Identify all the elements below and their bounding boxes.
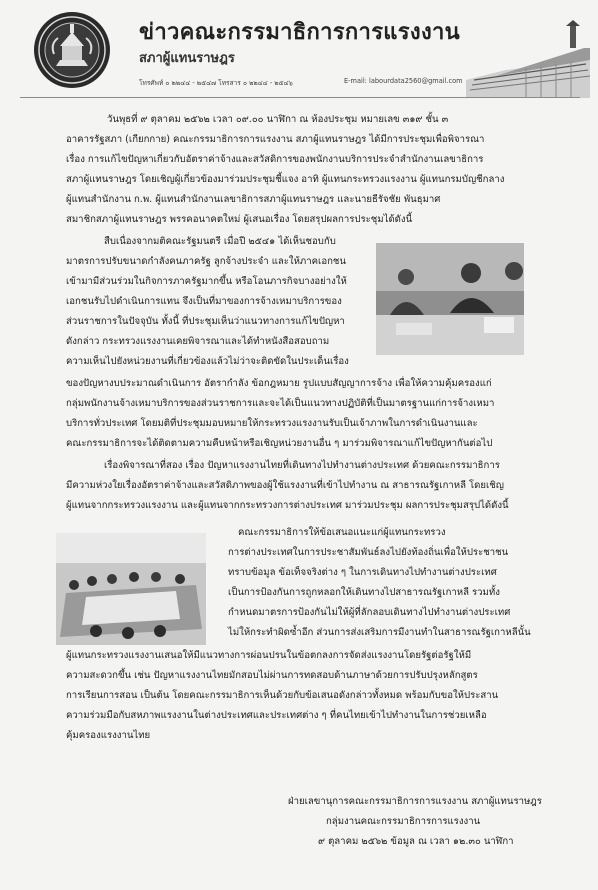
body-line: ของปัญหางบประมาณดำเนินการ อัตรากำลัง ข้อกฎหมาย รูปแบบสัญญาการจ้าง เพื่อให้ความคุ้มครองแก่: [66, 378, 492, 389]
body-line: สืบเนื่องจากมติคณะรัฐมนตรี เมื่อปี ๒๕๔๑ ได้เห็นชอบกับ: [104, 236, 336, 247]
parliament-building-icon: [466, 20, 590, 98]
body-line: ทราบข้อมูล ข้อเท็จจริงต่าง ๆ ในการเดินทางไปทำงานต่างประเทศ: [228, 567, 497, 578]
contact-email: E-mail: labourdata2560@gmail.com: [344, 77, 463, 85]
body-line: ผู้แทนจากกระทรวงแรงงาน และผู้แทนจากกระทรวงการต่างประเทศ มาร่วมประชุม ผลการประชุมสรุปได้ดังนี้: [66, 500, 509, 511]
body-line: ไม่ให้กระทำผิดซ้ำอีก ส่วนการส่งเสริมการมีงานทำในสาธารณรัฐเกาหลีนั้น: [228, 627, 531, 638]
body-line: เรื่องพิจารณาที่สอง เรื่อง ปัญหาแรงงานไทยที่เดินทางไปทำงานต่างประเทศ ด้วยคณะกรรมาธิการ: [104, 460, 500, 471]
header-divider: [20, 97, 580, 98]
body-line: ความร่วมมือกับสหภาพแรงงานในต่างประเทศและประเทศต่าง ๆ ที่คนไทยเข้าไปทำงานในการช่วยเหลือ: [66, 710, 487, 721]
parliament-emblem-icon: [32, 10, 112, 90]
body-line: ความเห็นไปยังหน่วยงานที่เกี่ยวข้องแล้วไม่ว่าจะติดขัดในประเด็นเรื่อง: [66, 356, 349, 367]
page-title: ข่าวคณะกรรมาธิการการแรงงาน: [139, 20, 460, 45]
footer-group: กลุ่มงานคณะกรรมาธิการการแรงงาน: [326, 816, 481, 827]
body-line: คณะกรรมาธิการจะได้ติดตามความคืบหน้าหรือเชิญหน่วยงานอื่น ๆ มาร่วมพิจารณาแก้ไขปัญหากันต่อไป: [66, 438, 493, 449]
body-line: สภาผู้แทนราษฎร โดยเชิญผู้เกี่ยวข้องมาร่วมประชุมชี้แจง อาทิ ผู้แทนกระทรวงแรงงาน ผู้แทนกรมบัญชีกลาง: [66, 174, 505, 185]
body-line: เอกชนรับไปดำเนินการแทน จึงเป็นที่มาของการจ้างเหมาบริการของ: [66, 296, 342, 307]
body-line: ผู้แทนกระทรวงแรงงานเสนอให้มีแนวทางการผ่อนปรนในข้อตกลงการจัดส่งแรงงานโดยรัฐต่อรัฐให้มี: [66, 650, 472, 661]
contact-phone: โทรศัพท์ ๐ ๒๒๔๔ - ๒๕๔๗ โทรสาร ๐ ๒๒๔๔ - ๒๕๔๖: [139, 79, 293, 87]
body-line: ส่วนราชการในปัจจุบัน ทั้งนี้ ที่ประชุมเห็นว่าแนวทางการแก้ไขปัญหา: [66, 316, 345, 327]
footer-department: ฝ่ายเลขานุการคณะกรรมาธิการการแรงงาน สภาผู้แทนราษฎร: [288, 796, 542, 807]
body-line: วันพุธที่ ๙ ตุลาคม ๒๕๖๒ เวลา ๐๙.๐๐ นาฬิกา ณ ห้องประชุม หมายเลข ๓๑๙ ชั้น ๓: [107, 114, 449, 125]
body-line: ดังกล่าว กระทรวงแรงงานเคยพิจารณาและได้ทำหนังสือสอบถาม: [66, 336, 330, 347]
body-line: ผู้แทนสำนักงาน ก.พ. ผู้แทนสำนักงานเลขาธิการสภาผู้แทนราษฎร และนายธีรัจชัย พันธุมาศ: [66, 194, 441, 205]
body-line: กลุ่มพนักงานจ้างเหมาบริการของส่วนราชการและจะได้เป็นแนวทางปฏิบัติที่เป็นมาตรฐานแก่การจ้างเหมา: [66, 398, 495, 409]
body-line: สมาชิกสภาผู้แทนราษฎร พรรคอนาคตใหม่ ผู้เสนอเรื่อง โดยสรุปผลการประชุมได้ดังนี้: [66, 214, 413, 225]
meeting-photo-1: [376, 243, 524, 355]
body-line: ความสะดวกขึ้น เช่น ปัญหาแรงงานไทยมักสอบไม่ผ่านการทดสอบด้านภาษาด้วยการปรับปรุงหลักสูตร: [66, 670, 478, 681]
meeting-photo-2: [56, 533, 206, 645]
body-line: กำหนดมาตรการป้องกันไม่ให้ผู้ที่ลักลอบเดินทางไปทำงานต่างประเทศ: [228, 607, 511, 618]
body-line: คณะกรรมาธิการให้ข้อเสนอแนะแก่ผู้แทนกระทรวง: [238, 527, 446, 538]
body-line: บริการทั่วประเทศ โดยมติที่ประชุมมอบหมายให้กระทรวงแรงงานรับเป็นเจ้าภาพในการดำเนินงานและ: [66, 418, 478, 429]
body-line: การต่างประเทศในการประชาสัมพันธ์ลงไปยังท้องถิ่นเพื่อให้ประชาชน: [228, 547, 509, 558]
body-line: คุ้มครองแรงงานไทย: [66, 730, 151, 741]
body-line: มาตรการปรับขนาดกำลังคนภาครัฐ ลูกจ้างประจำ และให้ภาคเอกชน: [66, 256, 346, 267]
letterhead: [0, 0, 598, 98]
body-line: อาคารรัฐสภา (เกียกกาย) คณะกรรมาธิการการแรงงาน สภาผู้แทนราษฎร ได้มีการประชุมเพื่อพิจารณา: [66, 134, 485, 145]
body-line: มีความห่วงใยเรื่องอัตราค่าจ้างและสวัสดิภาพของผู้ใช้แรงงานที่เข้าไปทำงาน ณ สาธารณรัฐเกาหลี โดยเชิญ: [66, 480, 504, 491]
page-subtitle: สภาผู้แทนราษฎร: [139, 51, 235, 66]
body-line: การเรียนการสอน เป็นต้น โดยคณะกรรมาธิการเห็นด้วยกับข้อเสนอดังกล่าวทั้งหมด พร้อมกับขอให้ประสาน: [66, 690, 499, 701]
body-line: เป็นการป้องกันการถูกหลอกให้เดินทางไปสาธารณรัฐเกาหลี รวมทั้ง: [228, 587, 500, 598]
body-line: เข้ามามีส่วนร่วมในกิจการภาครัฐมากขึ้น หรือโอนภารกิจบางอย่างให้: [66, 276, 347, 287]
footer-date: ๙ ตุลาคม ๒๕๖๒ ข้อมูล ณ เวลา ๑๒.๓๐ นาฬิกา: [318, 836, 514, 847]
body-line: เรื่อง การแก้ไขปัญหาเกี่ยวกับอัตราค่าจ้างและสวัสดิการของพนักงานบริการประจำสำนักงานเลขาธิการ: [66, 154, 484, 165]
